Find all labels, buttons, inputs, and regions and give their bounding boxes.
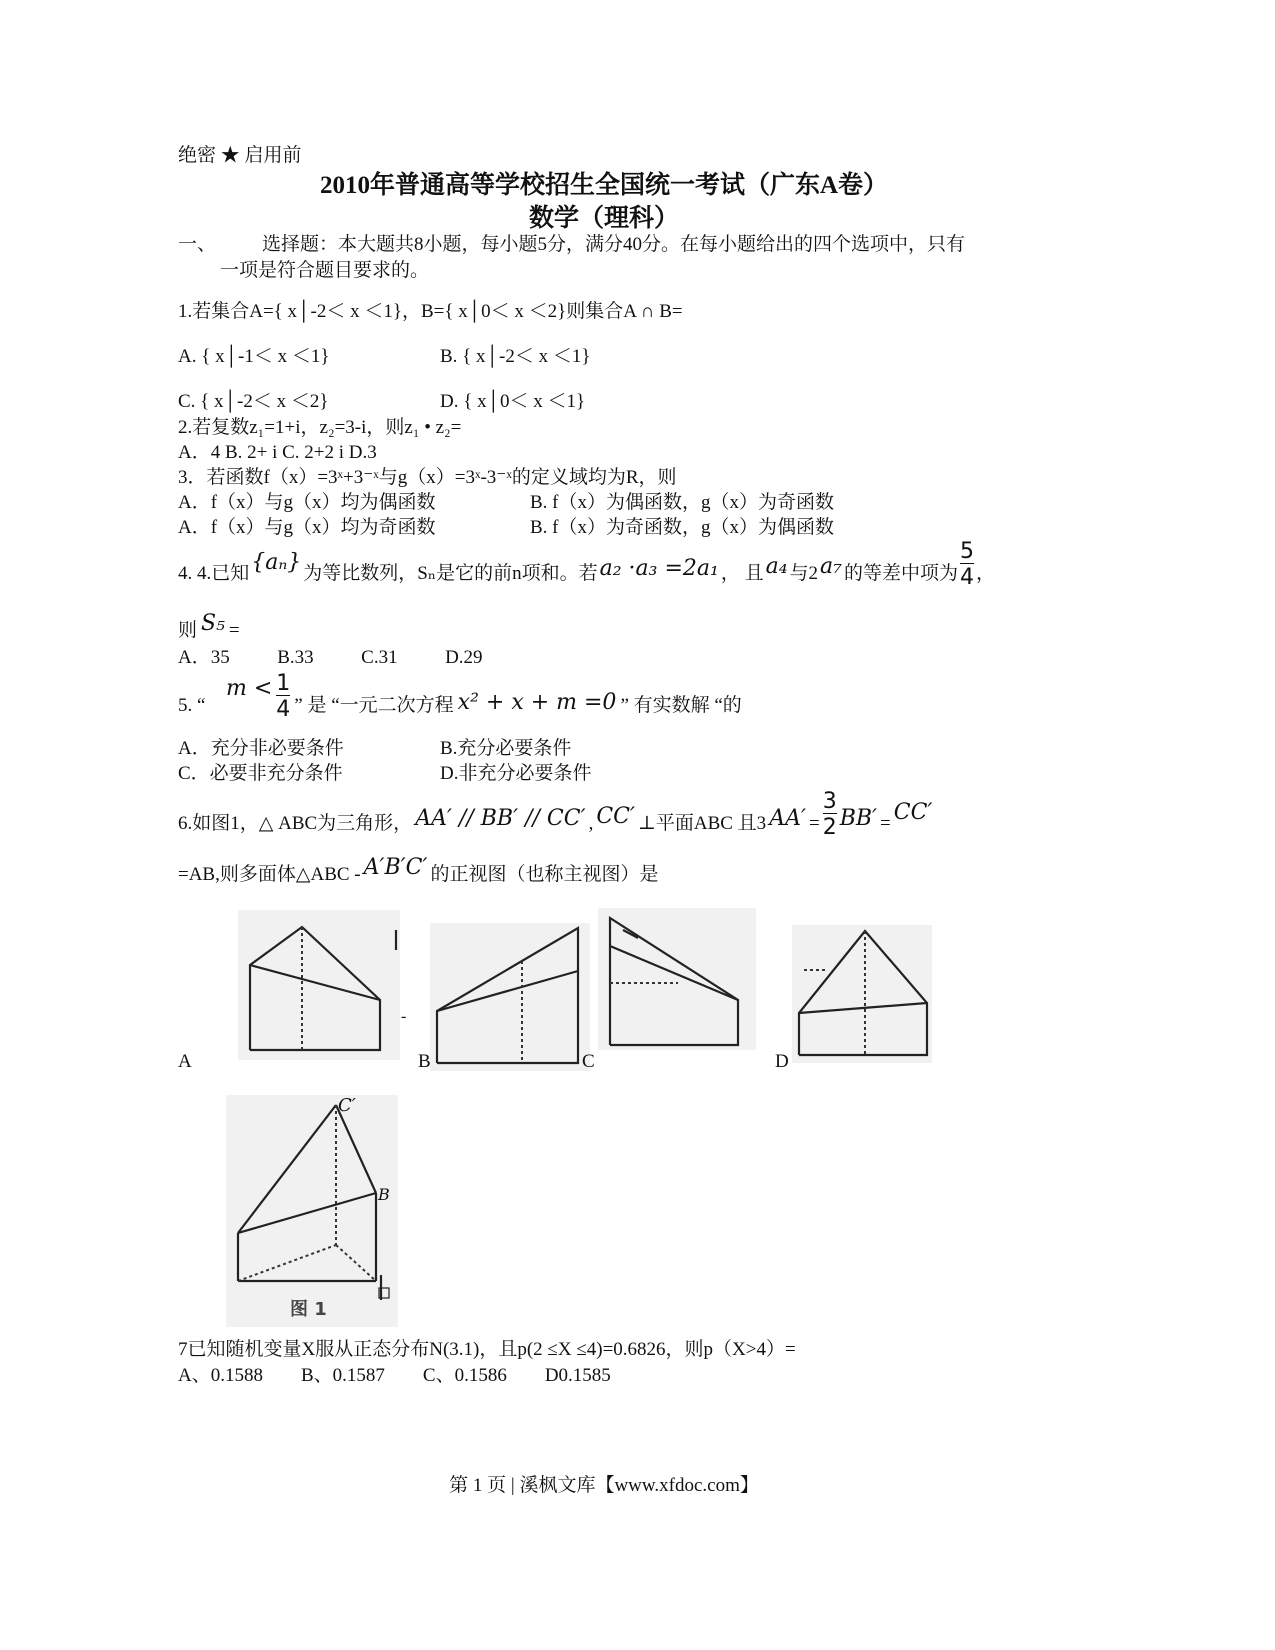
question-1-option-c: C. { x│-2＜ x ＜2} bbox=[178, 391, 329, 412]
question-1-option-a: A. { x│-1＜ x ＜1} bbox=[178, 346, 330, 367]
q6-text-1: 6.如图1，△ ABC为三角形， bbox=[178, 813, 413, 835]
q4-text-2: 为等比数列，Sₙ是它的前n项和。若 bbox=[303, 563, 598, 585]
q4-text-1: 4. 4.已知 bbox=[178, 563, 250, 585]
q4-condition: a₂ ·a₃ =2a₁ bbox=[599, 556, 719, 581]
page-footer: 第 1 页 | 溪枫文库【www.xfdoc.com】 bbox=[449, 1475, 759, 1496]
question-1-option-b: B. { x│-2＜ x ＜1} bbox=[440, 346, 591, 367]
section-instructions-cont: 一项是符合题目要求的。 bbox=[220, 260, 430, 281]
question-3-stem: 3．若函数f（x）=3ˣ+3⁻ˣ与g（x）=3ˣ-3⁻ˣ的定义域均为R，则 bbox=[178, 467, 677, 488]
question-3-option-c: A．f（x）与g（x）均为奇函数 bbox=[178, 517, 436, 538]
question-6-stem bbox=[178, 790, 932, 839]
question-5-option-a: A．充分非必要条件 bbox=[178, 738, 344, 759]
option-d-label: D bbox=[775, 1051, 789, 1072]
q4-s5: S₅ bbox=[201, 611, 225, 636]
q5-fraction-num: 1 bbox=[276, 671, 291, 696]
q6-cc-2: CC′ bbox=[893, 800, 933, 825]
question-2-options: A．4 B. 2+ i C. 2+2 i D.3 bbox=[178, 442, 377, 463]
q5-num: 5. “ bbox=[178, 695, 206, 717]
option-b-label: B bbox=[418, 1051, 431, 1072]
exam-title: 2010年普通高等学校招生全国统一考试（广东A卷） bbox=[319, 172, 889, 199]
q6-aa: AA′ bbox=[769, 806, 806, 831]
question-1-option-d: D. { x│0＜ x ＜1} bbox=[440, 391, 586, 412]
figure-1-polyhedron bbox=[226, 1095, 398, 1327]
q4-fraction-num: 5 bbox=[959, 539, 974, 564]
question-1-stem: 1.若集合A={ x│-2＜ x ＜1}，B={ x│0＜ x ＜2}则集合A ∩ B= bbox=[178, 301, 683, 322]
q6-line2-a: =AB,则多面体△ABC - bbox=[178, 864, 361, 886]
question-6-line2 bbox=[178, 856, 659, 886]
q4-text-5: 的等差中项为 bbox=[843, 563, 958, 585]
q6-prime-triangle: A′B′C′ bbox=[363, 855, 428, 880]
question-4-line2 bbox=[178, 612, 240, 642]
q6-fraction-num: 3 bbox=[822, 789, 837, 814]
stray-dash: - bbox=[401, 1008, 407, 1025]
q6-bb: BB′ bbox=[839, 806, 878, 831]
section-number: 一、 bbox=[178, 234, 217, 255]
question-5-option-b: B.充分必要条件 bbox=[440, 738, 572, 759]
q4-sequence: {aₙ} bbox=[251, 550, 302, 575]
figure-option-a bbox=[238, 910, 400, 1060]
option-c-label: C bbox=[582, 1051, 595, 1072]
question-3-option-b: B. f（x）为偶函数，g（x）为奇函数 bbox=[530, 492, 835, 513]
figure-option-d bbox=[792, 925, 932, 1063]
question-5-stem bbox=[178, 672, 742, 721]
section-instructions: 选择题：本大题共8小题，每小题5分，满分40分。在每小题给出的四个选项中，只有 bbox=[262, 234, 966, 255]
q4-a4: a₄ bbox=[765, 554, 788, 579]
question-7-options: A、0.1588 B、0.1587 C、0.1586 D0.1585 bbox=[178, 1365, 611, 1386]
question-4-stem bbox=[178, 540, 995, 589]
q6-line2-b: 的正视图（也称主视图）是 bbox=[430, 864, 659, 886]
question-5-option-c: C．必要非充分条件 bbox=[178, 763, 343, 784]
q6-text-2: , bbox=[588, 813, 594, 835]
question-7-stem: 7已知随机变量X服从正态分布N(3.1)，且p(2 ≤X ≤4)=0.6826，则p（X>4）= bbox=[178, 1339, 796, 1360]
figure-option-b bbox=[430, 923, 590, 1071]
q4-equals: = bbox=[228, 620, 240, 642]
q4-text-6: ， bbox=[975, 563, 995, 585]
q4-text-3: ， 且 bbox=[720, 563, 764, 585]
q5-m: m < bbox=[226, 676, 273, 701]
q4-text-4: 与2 bbox=[789, 563, 819, 585]
q4-a7: a₇ bbox=[820, 554, 842, 579]
exam-subtitle: 数学（理科） bbox=[528, 205, 679, 232]
q5-text-3: ” 有实数解 “的 bbox=[620, 695, 742, 717]
confidential-mark: 绝密 ★ 启用前 bbox=[178, 145, 302, 166]
q4-fraction bbox=[960, 540, 974, 589]
q5-fraction bbox=[276, 672, 290, 721]
figure-1-label-c-prime: C′ bbox=[338, 1095, 356, 1116]
figure-1-label-b: B bbox=[378, 1185, 390, 1204]
q6-fraction-den: 2 bbox=[822, 815, 837, 841]
question-3-option-d: B. f（x）为奇函数，g（x）为偶函数 bbox=[530, 517, 835, 538]
q6-cc: CC′ bbox=[596, 804, 635, 829]
q4-fraction-den: 4 bbox=[959, 565, 974, 591]
question-2-stem: 2.若复数z₁=1+i，z₂=3-i，则z₁ • z₂= bbox=[178, 417, 462, 438]
q4-then: 则 bbox=[178, 620, 198, 642]
q6-text-3: ⊥平面ABC 且3 bbox=[638, 813, 767, 835]
q5-equation: x² + x + m =0 bbox=[457, 690, 617, 715]
q6-eq-1: = bbox=[808, 813, 820, 835]
q5-fraction-den: 4 bbox=[276, 697, 291, 723]
question-3-option-a: A．f（x）与g（x）均为偶函数 bbox=[178, 492, 436, 513]
figure-1-caption: 图 1 bbox=[290, 1299, 327, 1320]
question-4-options: A．35 B.33 C.31 D.29 bbox=[178, 647, 483, 668]
q6-eq-2: = bbox=[880, 813, 891, 835]
figure-option-c bbox=[598, 908, 756, 1050]
option-a-label: A bbox=[178, 1051, 192, 1072]
q6-parallel-lines: AA′ // BB′ // CC′ bbox=[415, 806, 586, 831]
question-5-option-d: D.非充分必要条件 bbox=[440, 763, 592, 784]
q5-text-2: ” 是 “一元二次方程 bbox=[294, 695, 454, 717]
q6-fraction bbox=[823, 790, 837, 839]
